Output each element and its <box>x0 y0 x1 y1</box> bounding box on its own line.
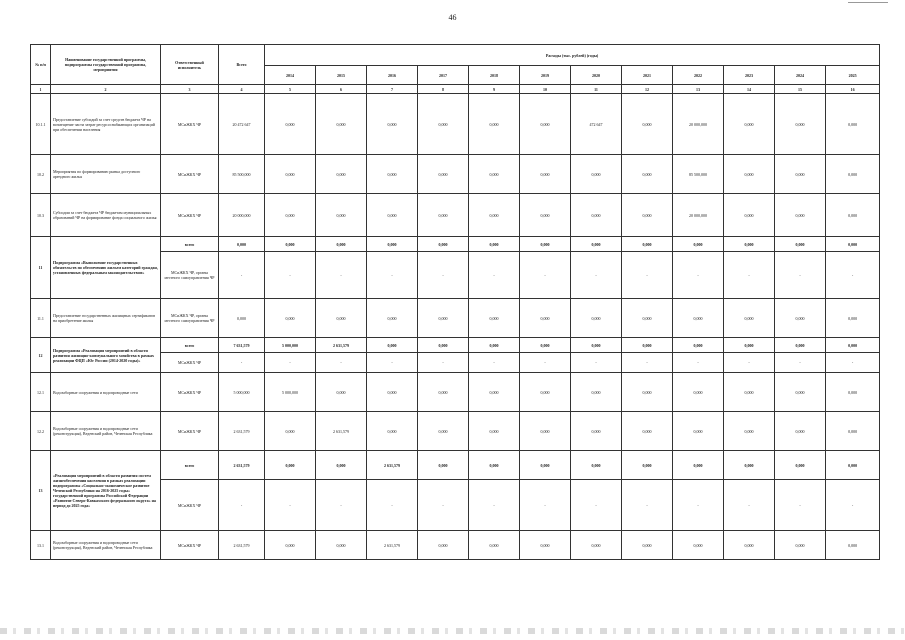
row-executor: МСиЖКХ ЧР <box>161 373 219 412</box>
header-index-cell: 12 <box>622 85 673 94</box>
row-year-value: 0,000 <box>724 237 775 252</box>
page-number: 46 <box>448 13 457 22</box>
row-year-value: 0,000 <box>724 299 775 338</box>
row-year-value: 0,000 <box>469 237 520 252</box>
row-year-value: - <box>673 480 724 531</box>
row-year-value: 0,000 <box>571 373 622 412</box>
row-title: «Реализация мероприятий в области развития систем жизнеобеспечения населения в рамках реализации подпрограммы «Социально-экономическое развитие Чеченской Республики на 2016-2025 годы» государственной программы Российской Федерации «Развитие Северо-Кавказского федерального округа» на период до 2025 года» <box>51 451 161 531</box>
table-row <box>31 299 880 338</box>
row-year-value: 0,000 <box>367 338 418 353</box>
row-year-value: 0,000 <box>520 94 571 155</box>
row-year-value: 0,000 <box>520 412 571 451</box>
header-expenses: Расходы (тыс. рублей) (годы) <box>265 45 880 66</box>
row-executor: МСиЖКХ ЧР <box>161 194 219 237</box>
header-index-cell: 6 <box>316 85 367 94</box>
row-year-value: 0,000 <box>775 412 826 451</box>
row-year-value: 0,000 <box>316 194 367 237</box>
header-year: 2016 <box>367 66 418 85</box>
table-row <box>31 373 880 412</box>
header-year: 2017 <box>418 66 469 85</box>
row-year-value: 0,000 <box>316 451 367 480</box>
row-year-value: - <box>418 353 469 373</box>
row-year-value: - <box>571 480 622 531</box>
row-year-value: 0,000 <box>622 237 673 252</box>
row-number: 12.1 <box>31 373 51 412</box>
row-year-value: 0,000 <box>571 155 622 194</box>
header-total: Всего <box>219 45 265 85</box>
header-index-cell: 11 <box>571 85 622 94</box>
row-total: 0,000 <box>219 237 265 252</box>
row-year-value: 0,000 <box>265 299 316 338</box>
row-year-value: 0,000 <box>367 412 418 451</box>
row-year-value: 0,000 <box>826 373 880 412</box>
row-year-value: 5 000,000 <box>265 373 316 412</box>
row-year-value: 0,000 <box>418 237 469 252</box>
row-number: 10.2 <box>31 155 51 194</box>
table-row <box>31 531 880 560</box>
table-row <box>31 155 880 194</box>
row-title: Водозаборные сооружения и водопроводные сети (реконструкция), Веденский район, Чеченская Республика <box>51 412 161 451</box>
row-year-value: 0,000 <box>418 373 469 412</box>
table-row <box>31 94 880 155</box>
row-year-value: 0,000 <box>265 531 316 560</box>
row-year-value: 0,000 <box>622 94 673 155</box>
header-executor: Ответственный исполнитель <box>161 45 219 85</box>
table-row-subprogram-total <box>31 451 880 480</box>
row-title: Субсидии за счет бюджета ЧР бюджетам муниципальных образований ЧР на формирование фонда социального жилья <box>51 194 161 237</box>
header-year: 2024 <box>775 66 826 85</box>
row-year-value: 0,000 <box>367 194 418 237</box>
row-year-value: 0,000 <box>418 412 469 451</box>
row-year-value: 0,000 <box>673 338 724 353</box>
row-year-value: - <box>520 252 571 299</box>
row-executor-total: всего <box>161 338 219 353</box>
row-year-value: 2 631,579 <box>367 451 418 480</box>
row-title: Подпрограмма «Выполнение государственных обязательств по обеспечению жильем категорий граждан, установленных федеральным законодательством» <box>51 237 161 299</box>
row-year-value: 0,000 <box>469 338 520 353</box>
header-year: 2021 <box>622 66 673 85</box>
row-year-value: - <box>724 353 775 373</box>
row-total: 85 500,000 <box>219 155 265 194</box>
row-number: 13 <box>31 451 51 531</box>
header-index-cell: 15 <box>775 85 826 94</box>
row-number: 10.1.1 <box>31 94 51 155</box>
row-executor: МСиЖКХ ЧР <box>161 480 219 531</box>
row-year-value: 0,000 <box>469 531 520 560</box>
row-year-value: - <box>469 480 520 531</box>
row-title: Подпрограмма «Реализация мероприятий в области развития жилищно-коммунального хозяйства в рамках реализации ФЦП «Юг России (2014-2020 годы)» <box>51 338 161 373</box>
row-number: 11.1 <box>31 299 51 338</box>
row-year-value: - <box>469 353 520 373</box>
row-year-value: - <box>265 353 316 373</box>
row-year-value: 0,000 <box>724 155 775 194</box>
row-year-value: 0,000 <box>673 299 724 338</box>
row-year-value: - <box>826 252 880 299</box>
row-year-value: - <box>775 480 826 531</box>
row-year-value: 472 647 <box>571 94 622 155</box>
row-year-value: 0,000 <box>826 299 880 338</box>
header-year: 2020 <box>571 66 622 85</box>
row-year-value: 0,000 <box>418 94 469 155</box>
header-index-cell: 8 <box>418 85 469 94</box>
row-year-value: - <box>418 480 469 531</box>
row-year-value: 0,000 <box>571 194 622 237</box>
row-year-value: 5 000,000 <box>265 338 316 353</box>
header-year: 2015 <box>316 66 367 85</box>
row-year-value: 0,000 <box>469 155 520 194</box>
header-index-cell: 14 <box>724 85 775 94</box>
table-row <box>31 412 880 451</box>
row-title: Предоставление субсидий за счет средств бюджета ЧР на возмещение части затрат ресурсоснабжающих организаций при обеспечении населения <box>51 94 161 155</box>
row-year-value: 0,000 <box>775 194 826 237</box>
header-index-cell: 4 <box>219 85 265 94</box>
row-year-value: 0,000 <box>418 194 469 237</box>
row-year-value: 0,000 <box>724 412 775 451</box>
table-row-subprogram-total <box>31 338 880 353</box>
row-year-value: 0,000 <box>469 412 520 451</box>
row-year-value: 0,000 <box>826 94 880 155</box>
row-year-value: 0,000 <box>724 531 775 560</box>
row-year-value: 0,000 <box>673 412 724 451</box>
row-number: 12 <box>31 338 51 373</box>
row-year-value: - <box>724 252 775 299</box>
scan-corner-mark <box>848 2 888 3</box>
row-year-value: 0,000 <box>826 155 880 194</box>
row-year-value: - <box>622 353 673 373</box>
row-year-value: 0,000 <box>724 94 775 155</box>
row-executor: МСиЖКХ ЧР <box>161 353 219 373</box>
row-year-value: 0,000 <box>265 94 316 155</box>
row-year-value: 0,000 <box>826 412 880 451</box>
row-year-value: 0,000 <box>367 155 418 194</box>
row-year-value: 0,000 <box>622 373 673 412</box>
row-year-value: 0,000 <box>775 451 826 480</box>
row-total: 20 000,000 <box>219 194 265 237</box>
row-year-value: 0,000 <box>316 373 367 412</box>
row-year-value: 0,000 <box>469 373 520 412</box>
header-num: № п/п <box>31 45 51 85</box>
row-year-value: - <box>367 353 418 373</box>
row-year-value: 0,000 <box>673 451 724 480</box>
row-year-value: - <box>775 252 826 299</box>
header-year: 2022 <box>673 66 724 85</box>
row-total: 0,000 <box>219 299 265 338</box>
row-year-value: 0,000 <box>724 338 775 353</box>
row-year-value: 0,000 <box>622 412 673 451</box>
row-year-value: 0,000 <box>571 412 622 451</box>
row-year-value: - <box>775 353 826 373</box>
header-year: 2018 <box>469 66 520 85</box>
row-year-value: - <box>571 252 622 299</box>
header-index-cell: 2 <box>51 85 161 94</box>
row-year-value: 0,000 <box>622 531 673 560</box>
row-year-value: 0,000 <box>418 531 469 560</box>
row-year-value: - <box>622 252 673 299</box>
row-year-value: 0,000 <box>622 299 673 338</box>
row-year-value: 0,000 <box>724 194 775 237</box>
row-year-value: 0,000 <box>520 299 571 338</box>
header-index-cell: 7 <box>367 85 418 94</box>
row-year-value: 0,000 <box>469 299 520 338</box>
row-year-value: 2 631,579 <box>316 412 367 451</box>
row-year-value: 2 631,579 <box>367 531 418 560</box>
row-year-value: 85 500,000 <box>673 155 724 194</box>
row-year-value: 0,000 <box>673 373 724 412</box>
row-year-value: 0,000 <box>622 155 673 194</box>
row-year-value: 0,000 <box>265 412 316 451</box>
row-year-value: 0,000 <box>571 531 622 560</box>
row-year-value: 0,000 <box>520 373 571 412</box>
row-year-value: - <box>265 480 316 531</box>
row-year-value: - <box>316 353 367 373</box>
row-year-value: 0,000 <box>571 451 622 480</box>
row-year-value: 0,000 <box>316 299 367 338</box>
row-year-value: 0,000 <box>826 338 880 353</box>
row-year-value: - <box>673 353 724 373</box>
row-year-value: 0,000 <box>826 451 880 480</box>
row-year-value: 0,000 <box>571 237 622 252</box>
row-year-value: 0,000 <box>316 237 367 252</box>
row-year-value: 0,000 <box>367 299 418 338</box>
header-index-row <box>31 85 880 94</box>
row-executor: МСиЖКХ ЧР <box>161 531 219 560</box>
row-year-value: - <box>826 480 880 531</box>
row-year-value: 0,000 <box>316 531 367 560</box>
header-year: 2023 <box>724 66 775 85</box>
row-year-value: 0,000 <box>265 155 316 194</box>
row-year-value: 0,000 <box>367 373 418 412</box>
row-year-value: - <box>367 252 418 299</box>
header-index-cell: 10 <box>520 85 571 94</box>
row-year-value: 20 000,000 <box>673 94 724 155</box>
header-year: 2014 <box>265 66 316 85</box>
row-year-value: 0,000 <box>673 237 724 252</box>
header-year: 2019 <box>520 66 571 85</box>
row-year-value: 0,000 <box>775 531 826 560</box>
row-executor: МСиЖКХ ЧР <box>161 94 219 155</box>
row-year-value: 0,000 <box>622 194 673 237</box>
row-executor: МСиЖКХ ЧР <box>161 155 219 194</box>
row-total: 20 472 647 <box>219 94 265 155</box>
row-year-value: 0,000 <box>418 338 469 353</box>
header-index-cell: 5 <box>265 85 316 94</box>
row-year-value: 0,000 <box>418 155 469 194</box>
row-year-value: 0,000 <box>469 94 520 155</box>
row-number: 10.3 <box>31 194 51 237</box>
table-row-subprogram-total <box>31 237 880 252</box>
row-year-value: - <box>469 252 520 299</box>
row-year-value: 0,000 <box>826 237 880 252</box>
row-year-value: - <box>316 252 367 299</box>
row-year-value: 0,000 <box>724 451 775 480</box>
row-year-value: - <box>316 480 367 531</box>
row-executor: МСиЖКХ ЧР <box>161 412 219 451</box>
row-year-value: 0,000 <box>826 531 880 560</box>
row-year-value: 0,000 <box>775 299 826 338</box>
row-total: - <box>219 252 265 299</box>
header-index-cell: 3 <box>161 85 219 94</box>
row-title: Предоставление государственных жилищных сертификатов на приобретение жилья <box>51 299 161 338</box>
row-executor-total: всего <box>161 451 219 480</box>
row-total: 7 631,579 <box>219 338 265 353</box>
row-year-value: - <box>724 480 775 531</box>
row-year-value: 2 631,579 <box>316 338 367 353</box>
row-year-value: 0,000 <box>265 237 316 252</box>
row-year-value: 0,000 <box>622 451 673 480</box>
row-year-value: 0,000 <box>775 338 826 353</box>
row-year-value: 0,000 <box>265 451 316 480</box>
row-year-value: 0,000 <box>673 531 724 560</box>
row-year-value: 0,000 <box>520 237 571 252</box>
row-year-value: - <box>367 480 418 531</box>
row-total: - <box>219 353 265 373</box>
header-index-cell: 1 <box>31 85 51 94</box>
table-body <box>31 94 880 560</box>
row-total: 2 631,579 <box>219 531 265 560</box>
row-number: 11 <box>31 237 51 299</box>
row-year-value: 0,000 <box>775 94 826 155</box>
row-year-value: 0,000 <box>775 373 826 412</box>
row-year-value: 0,000 <box>520 451 571 480</box>
row-number: 13.1 <box>31 531 51 560</box>
row-total: - <box>219 480 265 531</box>
row-title: Водозаборные сооружения и водопроводные сети (реконструкция), Веденский район, Чеченская Республика <box>51 531 161 560</box>
scan-noise-strip <box>0 628 905 634</box>
row-year-value: 0,000 <box>622 338 673 353</box>
table-row <box>31 194 880 237</box>
row-year-value: 0,000 <box>775 155 826 194</box>
row-year-value: 0,000 <box>520 531 571 560</box>
header-row <box>31 45 880 66</box>
row-year-value: 0,000 <box>367 94 418 155</box>
row-year-value: 0,000 <box>520 338 571 353</box>
row-number: 12.2 <box>31 412 51 451</box>
row-title: Мероприятия по формированию рынка доступного арендного жилья <box>51 155 161 194</box>
row-year-value: 0,000 <box>826 194 880 237</box>
row-year-value: 0,000 <box>520 194 571 237</box>
row-executor-total: всего <box>161 237 219 252</box>
row-year-value: 0,000 <box>775 237 826 252</box>
budget-table <box>30 44 880 560</box>
row-executor: МСиЖКХ ЧР, органы местного самоуправления ЧР <box>161 252 219 299</box>
row-year-value: - <box>571 353 622 373</box>
row-year-value: 0,000 <box>316 155 367 194</box>
row-year-value: 0,000 <box>469 451 520 480</box>
row-year-value: 0,000 <box>571 299 622 338</box>
row-total: 5 000,000 <box>219 373 265 412</box>
row-year-value: 0,000 <box>367 237 418 252</box>
header-name: Наименование государственной программы, подпрограммы государственной программы, мероприятия <box>51 45 161 85</box>
row-year-value: - <box>265 252 316 299</box>
row-executor: МСиЖКХ ЧР, органы местного самоуправления ЧР <box>161 299 219 338</box>
header-index-cell: 16 <box>826 85 880 94</box>
row-total: 2 631,579 <box>219 412 265 451</box>
row-year-value: - <box>826 353 880 373</box>
row-year-value: 0,000 <box>520 155 571 194</box>
row-year-value: 0,000 <box>418 299 469 338</box>
row-year-value: 0,000 <box>316 94 367 155</box>
header-index-cell: 9 <box>469 85 520 94</box>
row-year-value: 0,000 <box>265 194 316 237</box>
row-total: 2 631,579 <box>219 451 265 480</box>
row-year-value: - <box>520 480 571 531</box>
row-year-value: - <box>418 252 469 299</box>
header-index-cell: 13 <box>673 85 724 94</box>
row-year-value: - <box>673 252 724 299</box>
row-year-value: 0,000 <box>418 451 469 480</box>
row-year-value: 0,000 <box>469 194 520 237</box>
row-year-value: 20 000,000 <box>673 194 724 237</box>
row-year-value: 0,000 <box>724 373 775 412</box>
row-year-value: - <box>520 353 571 373</box>
row-year-value: - <box>622 480 673 531</box>
row-year-value: 0,000 <box>571 338 622 353</box>
header-year: 2025 <box>826 66 880 85</box>
row-title: Водозаборные сооружения и водопроводные сети <box>51 373 161 412</box>
